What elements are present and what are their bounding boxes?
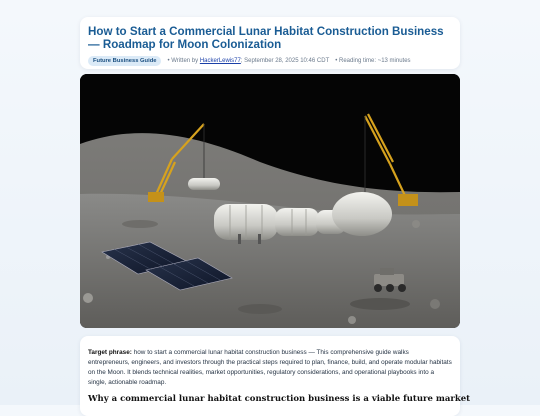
article-meta <box>88 56 452 66</box>
author-link[interactable]: HackerLewis77 <box>199 58 241 64</box>
article-title: How to Start a Commercial Lunar Habitat Construction Business — Roadmap for Moon Colonization <box>88 25 444 51</box>
section-heading: Why a commercial lunar habitat construction business is a viable future market <box>88 394 471 404</box>
article-header <box>80 17 460 69</box>
article-body <box>80 336 471 416</box>
hero-image <box>80 74 460 328</box>
publish-date: ; September 28, 2025 10:46 CDT <box>240 58 330 64</box>
target-phrase-label: Target phrase: <box>88 349 132 356</box>
category-badge[interactable]: Future Business Guide <box>88 56 161 66</box>
written-by-label: • Written by <box>167 58 199 64</box>
lunar-habitat-photo-icon <box>80 74 460 328</box>
reading-time: • Reading time: ~13 minutes <box>335 58 411 64</box>
intro-text: how to start a commercial lunar habitat construction business — This comprehensive guide walks entrepreneurs, engineers, and investors through the practical steps required to plan, finance, build, and operate modular habitats on the Moon. It blends technical realities, market opportunities, regulatory considerations, and operational playbooks into a single, actionable roadmap. <box>88 349 452 386</box>
intro-paragraph <box>88 348 452 388</box>
